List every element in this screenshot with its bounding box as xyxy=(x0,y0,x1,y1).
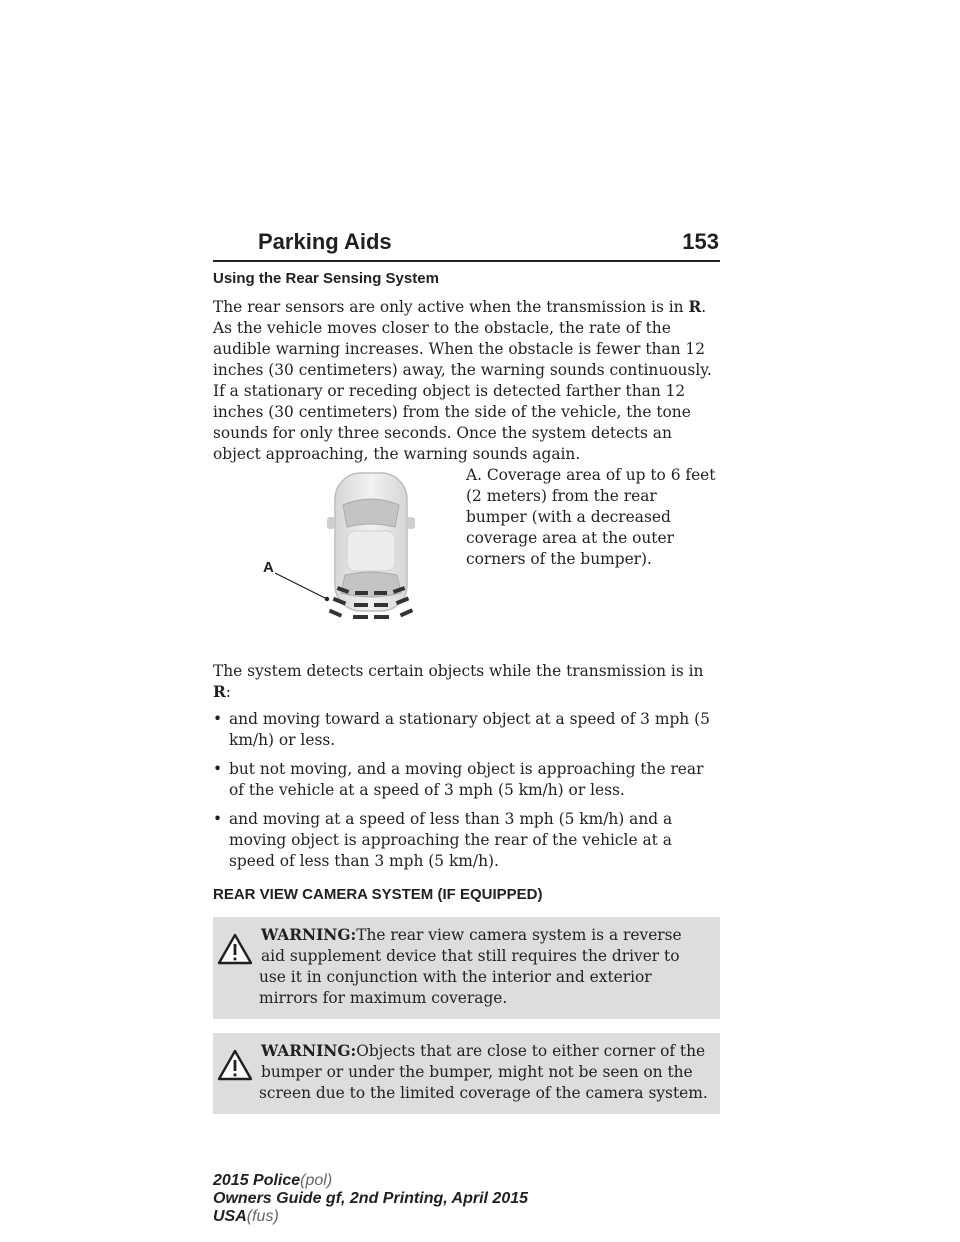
car-sensor-illustration xyxy=(263,471,463,643)
figure-caption: A. Coverage area of up to 6 feet (2 meters) from the rear bumper (with a decreased coverage area at the outer corners of the bumper). xyxy=(466,466,716,568)
list-item: • and moving toward a stationary object at a speed of 3 mph (5 km/h) or less. xyxy=(213,710,710,749)
detection-conditions-list xyxy=(213,709,720,872)
detects-paragraph: The system detects certain objects while the transmission is in R: xyxy=(213,662,704,701)
callout-dot xyxy=(325,597,329,601)
page-number: 153 xyxy=(682,229,719,254)
camera-section-heading: REAR VIEW CAMERA SYSTEM (IF EQUIPPED) xyxy=(213,886,543,903)
footer-line-3: USA(fus) xyxy=(213,1208,279,1225)
footer-line-1: 2015 Police(pol) xyxy=(213,1172,333,1189)
bullet-glyph: • xyxy=(213,760,223,778)
page-footer xyxy=(213,1172,528,1226)
bullet-glyph: • xyxy=(213,810,223,828)
list-item: • but not moving, and a moving object is approaching the rear of the vehicle at a speed of 3 mph (5 km/h) or less. xyxy=(213,760,704,799)
page-header xyxy=(213,228,720,262)
chapter-title: Parking Aids xyxy=(258,229,392,254)
coverage-figure xyxy=(213,465,720,647)
warning-text: WARNING:The rear view camera system is a reverse aid supplement device that still requires the driver to use it in conjunction with the interior and exterior mirrors for maximum coverage. xyxy=(259,926,682,1007)
warning-triangle-icon xyxy=(217,1049,253,1081)
figure-label-a: A xyxy=(263,559,274,576)
warning-box xyxy=(213,917,720,1019)
warning-box xyxy=(213,1033,720,1114)
list-item: • and moving at a speed of less than 3 mph (5 km/h) and a moving object is approaching the rear of the vehicle at a speed of less than 3 mph (5 km/h). xyxy=(213,810,673,870)
bullet-glyph: • xyxy=(213,710,223,728)
rear-sensing-paragraph: The rear sensors are only active when the transmission is in R. As the vehicle moves closer to the obstacle, the rate of the audible warning increases. When the obstacle is fewer than 12 inches (30 centimeters) away, the warning sounds continuously. If a stationary or receding object is detected farther than 12 inches (30 centimeters) from the side of the vehicle, the tone sounds for only three seconds. Once the system detects an object approaching, the warning sounds again. xyxy=(213,298,712,463)
page-content xyxy=(213,270,720,1128)
rear-sensing-heading: Using the Rear Sensing System xyxy=(213,270,439,287)
callout-line xyxy=(275,573,327,599)
warning-text: WARNING:Objects that are close to either corner of the bumper or under the bumper, might not be seen on the screen due to the limited coverage of the camera system. xyxy=(259,1042,708,1102)
warning-triangle-icon xyxy=(217,933,253,965)
footer-line-2: Owners Guide gf, 2nd Printing, April 2015 xyxy=(213,1190,529,1207)
